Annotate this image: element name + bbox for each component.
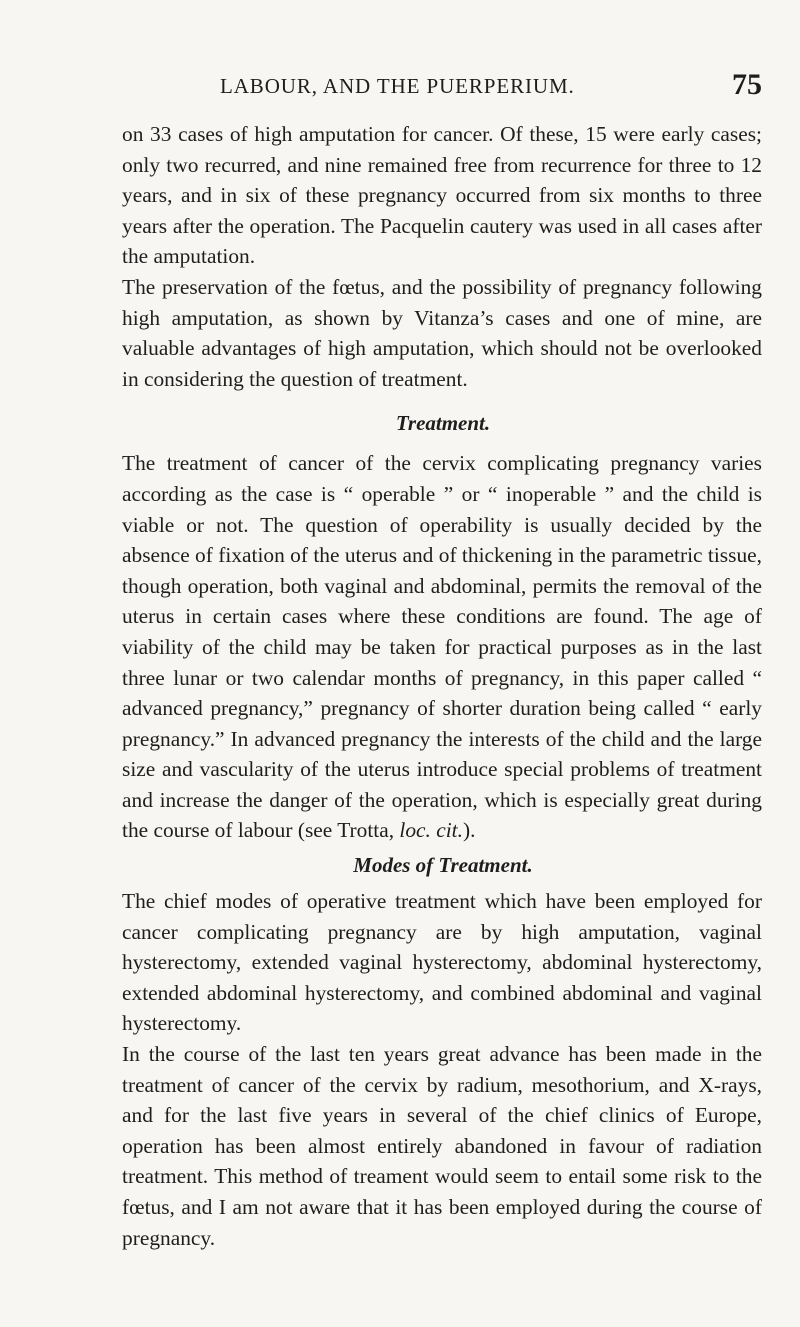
heading-modes-of-treatment: Modes of Treatment.: [353, 853, 533, 878]
paragraph-continuation: on 33 cases of high amputation for cancer. Of these, 15 were early cases; only two recurred, and nine remained free from recurrence for three to 12 years, and in six of these pregnancy occurred from six months to three years after the operation. The Pacquelin cautery was used in all cases after the amputation.: [122, 122, 762, 269]
paragraph-modes: The chief modes of operative treatment which have been employed for cancer complicating pregnancy are by high amputation, vaginal hysterectomy, extended vaginal hysterectomy, abdominal hysterectomy, extended abdominal hysterectomy, and combined abdominal and vaginal hysterectomy.: [122, 889, 762, 1036]
heading-treatment: Treatment.: [395, 411, 491, 436]
paragraph-treatment-text: The treatment of cancer of the cervix complicating pregnancy varies according as the case is “ operable ” or “ inoperable ” and the child is viable or not. The question of operability is usually decided by the absence of fixation of the uterus and of thickening in the parametric tissue, though operation, both vaginal and abdominal, permits the removal of the uterus in certain cases where these conditions are found. The age of viability of the child may be taken for practical purposes as in the last three lunar or two calendar months of pregnancy, in this paper called “ advanced pregnancy,” pregnancy of shorter duration being called “ early pregnancy.” In advanced pregnancy the interests of the child and the large size and vascularity of the uterus introduce special problems of treatment and increase the danger of the operation, which is especially great during the course of labour (see Trotta,: [122, 451, 762, 843]
page-number: 75: [732, 68, 762, 101]
paragraph-preservation: The preservation of the fœtus, and the possibility of pregnancy following high amputation, as shown by Vitanza’s cases and one of mine, are valuable advantages of high amputation, which should not be overlooked in considering the question of treatment.: [122, 274, 762, 391]
body-text: [122, 119, 762, 1253]
paragraph-radiation: In the course of the last ten years great advance has been made in the treatment of cancer of the cervix by radium, mesothorium, and X-rays, and for the last five years in several of the chief clinics of Europe, operation has been almost entirely abandoned in favour of radiation treatment. This method of treament would seem to entail some risk to the fœtus, and I am not aware that it has been employed during the course of pregnancy.: [122, 1042, 762, 1250]
running-head: [122, 70, 762, 106]
citation-loc-cit: loc. cit.: [399, 818, 463, 843]
paragraph-treatment-end: ).: [462, 818, 476, 843]
running-title: LABOUR, AND THE PUERPERIUM.: [220, 74, 575, 98]
paragraph-treatment: [122, 448, 762, 846]
